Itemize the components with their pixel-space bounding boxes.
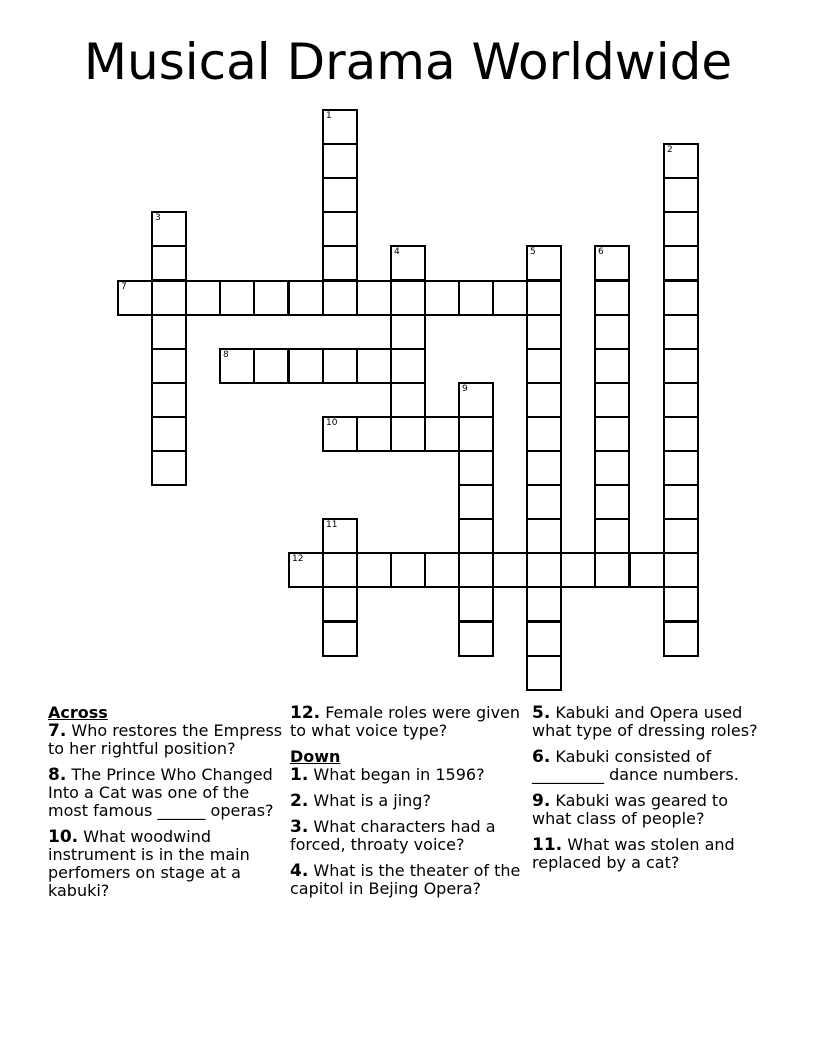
grid-cell[interactable] <box>424 280 460 316</box>
puzzle-title: Musical Drama Worldwide <box>83 33 733 91</box>
grid-cell[interactable] <box>663 621 699 657</box>
grid-cell[interactable] <box>322 518 358 554</box>
clue-number: 3 <box>155 213 161 223</box>
down-clue-6: 6. Kabuki consisted of _________ dance numbers. <box>532 747 739 784</box>
grid-cell[interactable] <box>458 450 494 486</box>
grid-cell[interactable] <box>663 143 699 179</box>
grid-cell[interactable] <box>288 552 324 588</box>
grid-cell[interactable] <box>594 245 630 281</box>
grid-cell[interactable] <box>322 211 358 247</box>
grid-cell[interactable] <box>151 280 187 316</box>
grid-cell[interactable] <box>594 348 630 384</box>
grid-cell[interactable] <box>253 280 289 316</box>
grid-cell[interactable] <box>594 382 630 418</box>
grid-cell[interactable] <box>663 245 699 281</box>
grid-cell[interactable] <box>322 245 358 281</box>
grid-cell[interactable] <box>390 552 426 588</box>
clue-number: 4 <box>394 247 400 257</box>
grid-cell[interactable] <box>492 280 528 316</box>
clue-number: 8 <box>223 350 229 360</box>
grid-cell[interactable] <box>458 518 494 554</box>
grid-cell[interactable] <box>594 450 630 486</box>
grid-cell[interactable] <box>629 552 665 588</box>
clue-number: 10 <box>326 418 338 428</box>
grid-cell[interactable] <box>458 586 494 622</box>
grid-cell[interactable] <box>526 518 562 554</box>
across-clue-12: 12. Female roles were given to what voice type? <box>290 703 521 740</box>
grid-cell[interactable] <box>663 586 699 622</box>
grid-cell[interactable] <box>322 586 358 622</box>
grid-cell[interactable] <box>117 280 153 316</box>
grid-cell[interactable] <box>322 280 358 316</box>
grid-cell[interactable] <box>526 245 562 281</box>
grid-cell[interactable] <box>526 552 562 588</box>
grid-cell[interactable] <box>253 348 289 384</box>
grid-cell[interactable] <box>390 314 426 350</box>
grid-cell[interactable] <box>492 552 528 588</box>
grid-cell[interactable] <box>663 280 699 316</box>
clue-number: 2 <box>667 145 673 155</box>
grid-cell[interactable] <box>458 552 494 588</box>
grid-cell[interactable] <box>185 280 221 316</box>
grid-cell[interactable] <box>322 621 358 657</box>
grid-cell[interactable] <box>663 484 699 520</box>
grid-cell[interactable] <box>458 484 494 520</box>
grid-cell[interactable] <box>151 416 187 452</box>
clue-column-2 <box>290 704 526 906</box>
grid-cell[interactable] <box>594 484 630 520</box>
down-clue-2: 2. What is a jing? <box>290 791 431 811</box>
clue-number: 11 <box>326 520 338 530</box>
grid-cell[interactable] <box>663 314 699 350</box>
grid-cell[interactable] <box>526 280 562 316</box>
grid-cell[interactable] <box>663 348 699 384</box>
grid-cell[interactable] <box>663 518 699 554</box>
grid-cell[interactable] <box>526 314 562 350</box>
grid-cell[interactable] <box>458 280 494 316</box>
grid-cell[interactable] <box>526 621 562 657</box>
grid-cell[interactable] <box>151 382 187 418</box>
grid-cell[interactable] <box>424 552 460 588</box>
grid-cell[interactable] <box>424 416 460 452</box>
down-clue-11: 11. What was stolen and replaced by a cat? <box>532 835 735 872</box>
grid-cell[interactable] <box>288 348 324 384</box>
grid-cell[interactable] <box>526 655 562 691</box>
grid-cell[interactable] <box>390 416 426 452</box>
across-heading: Across <box>48 703 108 722</box>
down-clue-4: 4. What is the theater of the capitol in Bejing Opera? <box>290 861 521 898</box>
grid-cell[interactable] <box>458 382 494 418</box>
grid-cell[interactable] <box>663 416 699 452</box>
grid-cell[interactable] <box>526 348 562 384</box>
grid-cell[interactable] <box>322 177 358 213</box>
grid-cell[interactable] <box>356 552 392 588</box>
grid-cell[interactable] <box>356 348 392 384</box>
grid-cell[interactable] <box>594 416 630 452</box>
grid-cell[interactable] <box>390 280 426 316</box>
grid-cell[interactable] <box>663 382 699 418</box>
grid-cell[interactable] <box>151 245 187 281</box>
clue-number: 1 <box>326 111 332 121</box>
grid-cell[interactable] <box>663 211 699 247</box>
clue-number: 5 <box>530 247 536 257</box>
grid-cell[interactable] <box>151 314 187 350</box>
clue-number: 9 <box>462 384 468 394</box>
down-heading: Down <box>290 747 341 766</box>
grid-cell[interactable] <box>594 280 630 316</box>
grid-cell[interactable] <box>322 348 358 384</box>
grid-cell[interactable] <box>151 348 187 384</box>
down-clue-9: 9. Kabuki was geared to what class of people? <box>532 791 728 828</box>
grid-cell[interactable] <box>219 280 255 316</box>
down-clue-3: 3. What characters had a forced, throaty voice? <box>290 817 496 854</box>
grid-cell[interactable] <box>526 586 562 622</box>
grid-cell[interactable] <box>151 450 187 486</box>
across-clue-8: 8. The Prince Who Changed Into a Cat was one of the most famous ______ operas? <box>48 765 274 820</box>
grid-cell[interactable] <box>288 280 324 316</box>
grid-cell[interactable] <box>322 143 358 179</box>
grid-cell[interactable] <box>560 552 596 588</box>
grid-cell[interactable] <box>526 416 562 452</box>
grid-cell[interactable] <box>322 552 358 588</box>
clue-column-3 <box>532 704 768 880</box>
across-clue-7: 7. Who restores the Empress to her rightful position? <box>48 721 283 758</box>
grid-cell[interactable] <box>390 382 426 418</box>
grid-cell[interactable] <box>322 109 358 145</box>
grid-cell[interactable] <box>219 348 255 384</box>
grid-cell[interactable] <box>594 314 630 350</box>
grid-cell[interactable] <box>151 211 187 247</box>
clue-number: 7 <box>121 282 127 292</box>
clue-number: 6 <box>598 247 604 257</box>
grid-cell[interactable] <box>356 280 392 316</box>
grid-cell[interactable] <box>663 450 699 486</box>
clue-number: 12 <box>292 554 304 564</box>
grid-cell[interactable] <box>594 518 630 554</box>
grid-cell[interactable] <box>390 245 426 281</box>
grid-cell[interactable] <box>663 177 699 213</box>
down-clue-1: 1. What began in 1596? <box>290 765 485 785</box>
clue-column-1 <box>48 704 284 908</box>
grid-cell[interactable] <box>594 552 630 588</box>
grid-cell[interactable] <box>458 416 494 452</box>
grid-cell[interactable] <box>322 416 358 452</box>
grid-cell[interactable] <box>526 450 562 486</box>
across-clue-10: 10. What woodwind instrument is in the main perfomers on stage at a kabuki? <box>48 827 250 900</box>
grid-cell[interactable] <box>390 348 426 384</box>
down-clue-5: 5. Kabuki and Opera used what type of dressing roles? <box>532 703 758 740</box>
grid-cell[interactable] <box>356 416 392 452</box>
grid-cell[interactable] <box>526 484 562 520</box>
grid-cell[interactable] <box>458 621 494 657</box>
grid-cell[interactable] <box>526 382 562 418</box>
grid-cell[interactable] <box>663 552 699 588</box>
